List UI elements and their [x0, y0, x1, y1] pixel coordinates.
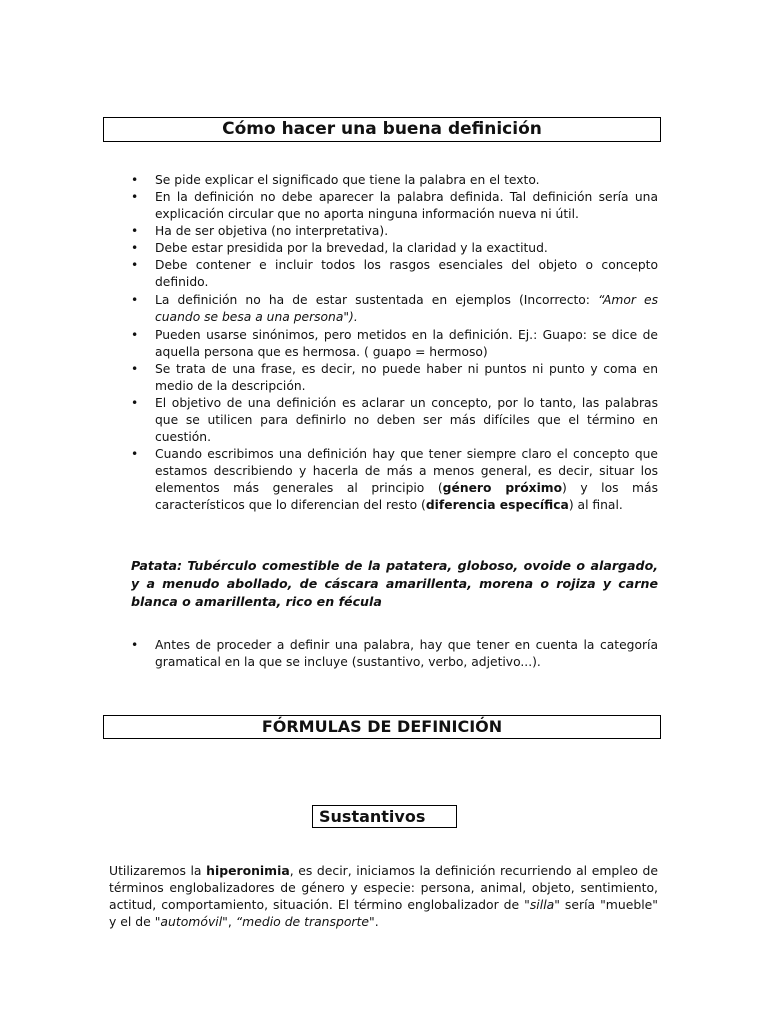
bullet-icon: • [131, 241, 139, 255]
section-title-definicion: Cómo hacer una buena definición [103, 117, 661, 142]
bullet-icon: • [131, 173, 139, 187]
example-definition: Patata: Tubérculo comestible de la patatera, globoso, ovoide o alargado, y a menudo abollado, de cáscara amarillenta, morena o rojiza y carne blanca o amarillenta, rico en fécula [131, 558, 658, 609]
list-item: • Cuando escribimos una definición hay que tener siempre claro el concepto que estamos describiendo y hacerla de más a menos general, es decir, situar los elementos más generales al principio (género próximo) y los más característicos que lo diferencian del resto (diferencia específica) al final. [131, 447, 658, 512]
bullet-icon: • [131, 190, 139, 204]
list-item: • El objetivo de una definición es aclarar un concepto, por lo tanto, las palabras que se utilicen para definirlo no deben ser más difíciles que el término en cuestión. [131, 396, 658, 444]
list-item: • Debe contener e incluir todos los rasgos esenciales del objeto o concepto definido. [131, 258, 658, 289]
list-item: • En la definición no debe aparecer la palabra definida. Tal definición sería una explicación circular que no aporta ninguna información nueva ni útil. [131, 190, 658, 221]
bullet-icon: • [131, 396, 139, 410]
bullet-icon: • [131, 293, 139, 307]
list-item: • Se trata de una frase, es decir, no puede haber ni puntos ni punto y coma en medio de la descripción. [131, 362, 658, 393]
list-item: • Se pide explicar el significado que tiene la palabra en el texto. [131, 173, 540, 187]
bullet-icon: • [131, 224, 139, 238]
list-item: • La definición no ha de estar sustentada en ejemplos (Incorrecto: “Amor es cuando se besa a una persona"). [131, 293, 658, 324]
section-title-formulas: FÓRMULAS DE DEFINICIÓN [103, 715, 661, 739]
grammar-list [131, 637, 658, 671]
list-item: • Antes de proceder a definir una palabra, hay que tener en cuenta la categoría gramatical en la que se incluye (sustantivo, verbo, adjetivo...). [131, 638, 658, 669]
rules-list [131, 172, 658, 514]
bullet-icon: • [131, 447, 139, 461]
section-title-sustantivos: Sustantivos [312, 805, 457, 828]
list-item: • Ha de ser objetiva (no interpretativa). [131, 224, 389, 238]
bullet-icon: • [131, 328, 139, 342]
bullet-icon: • [131, 258, 139, 272]
bullet-icon: • [131, 638, 139, 652]
list-item: • Debe estar presidida por la brevedad, la claridad y la exactitud. [131, 241, 548, 255]
bullet-icon: • [131, 362, 139, 376]
hiperonimia-paragraph: Utilizaremos la hiperonimia, es decir, iniciamos la definición recurriendo al empleo de términos englobalizadores de género y especie: persona, animal, objeto, sentimiento, actitud, comportamiento, situación. El término englobalizador de "silla" sería "mueble" y el de "automóvil", “medio de transporte". [109, 863, 658, 929]
list-item: • Pueden usarse sinónimos, pero metidos en la definición. Ej.: Guapo: se dice de aquella persona que es hermosa. ( guapo = hermoso) [131, 328, 658, 359]
